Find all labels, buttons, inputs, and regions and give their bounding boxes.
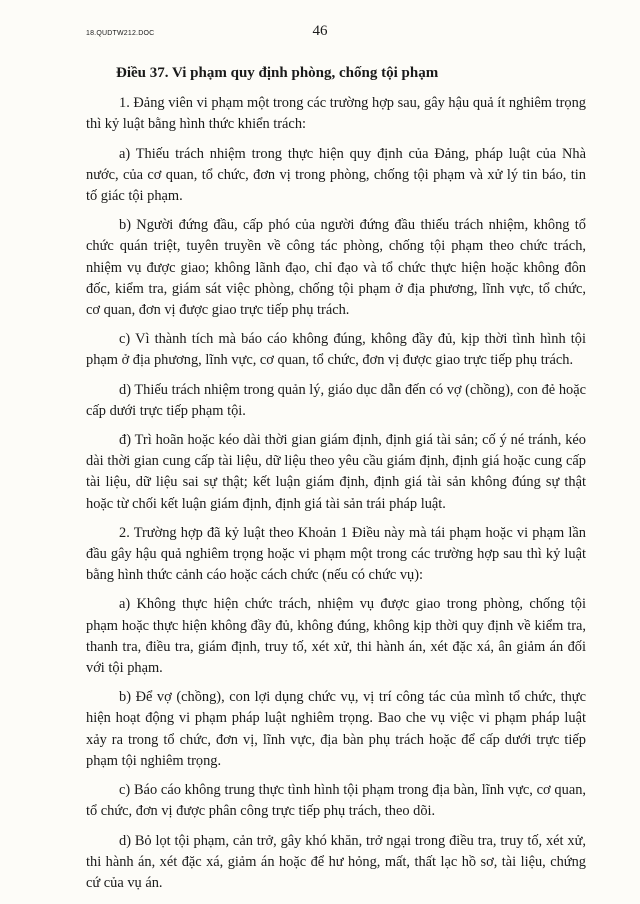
paragraph-2b: b) Để vợ (chồng), con lợi dụng chức vụ, vị trí công tác của mình tổ chức, thực hiện hoạt động vi phạm pháp luật nghiêm trọng. Bao che vụ việc vi phạm pháp luật xảy ra trong tổ chức, đơn vị, lĩnh vực, địa bàn phụ trách hoặc để cấp dưới trực tiếp phạm tội nghiêm trọng. [86, 689, 586, 769]
paragraph-2c: c) Báo cáo không trung thực tình hình tội phạm trong địa bàn, lĩnh vực, cơ quan, tổ chức, đơn vị được phân công trực tiếp phụ trách, theo dõi. [86, 782, 586, 820]
paragraph-1a: a) Thiếu trách nhiệm trong thực hiện quy định của Đảng, pháp luật của Nhà nước, của cơ quan, tổ chức, đơn vị trong phòng, chống tội phạm và xử lý tin báo, tin tố giác tội phạm. [86, 145, 586, 205]
paragraph-1b: b) Người đứng đầu, cấp phó của người đứng đầu thiếu trách nhiệm, không tổ chức quán triệt, tuyên truyền về công tác phòng, chống tội phạm theo chức trách, nhiệm vụ được giao; không lãnh đạo, chỉ đạo và tổ chức thực hiện hoặc không đôn đốc, kiểm tra, giám sát việc phòng, chống tội phạm ở địa phương, lĩnh vực, tổ chức, cơ quan, đơn vị được giao trực tiếp phụ trách. [86, 217, 586, 319]
document-filename: 18.QUDTW212.DOC [86, 30, 155, 37]
paragraph-1d: d) Thiếu trách nhiệm trong quản lý, giáo dục dẫn đến có vợ (chồng), con đẻ hoặc cấp dưới trực tiếp phạm tội. [86, 381, 586, 419]
article-title: Điều 37. Vi phạm quy định phòng, chống tội phạm [116, 65, 439, 81]
paragraph-1: 1. Đảng viên vi phạm một trong các trường hợp sau, gây hậu quả ít nghiêm trọng thì kỷ luật bằng hình thức khiển trách: [86, 95, 586, 133]
page-number: 46 [312, 23, 328, 39]
paragraph-2: 2. Trường hợp đã kỷ luật theo Khoản 1 Điều này mà tái phạm hoặc vi phạm lần đầu gây hậu quả nghiêm trọng hoặc vi phạm một trong các trường hợp sau thì kỷ luật bằng hình thức cảnh cáo hoặc cách chức (nếu có chức vụ): [86, 524, 586, 584]
paragraph-1c: c) Vì thành tích mà báo cáo không đúng, không đầy đủ, kịp thời tình hình tội phạm ở địa phương, lĩnh vực, cơ quan, tổ chức, đơn vị được giao trực tiếp phụ trách. [86, 331, 586, 369]
paragraph-1dd: đ) Trì hoãn hoặc kéo dài thời gian giám định, định giá tài sản; cố ý né tránh, kéo dài thời gian cung cấp tài liệu, dữ liệu theo yêu cầu giám định, định giá hoặc cung cấp tài liệu, dữ liệu sai sự thật; kết luận giám định, định giá tài sản không đúng sự thật hoặc từ chối kết luận giám định, định giá tài sản trái pháp luật. [86, 432, 586, 512]
article-body [86, 63, 586, 902]
paragraph-2a: a) Không thực hiện chức trách, nhiệm vụ được giao trong phòng, chống tội phạm hoặc thực hiện không đầy đủ, không đúng, không kịp thời quy định về kiểm tra, thanh tra, điều tra, giám định, truy tố, xét xử, thi hành án, xét đặc xá, ân giảm án đối với tội phạm. [86, 596, 586, 677]
paragraph-2d: d) Bỏ lọt tội phạm, cản trở, gây khó khăn, trở ngại trong điều tra, truy tố, xét xử, thi hành án, xét đặc xá, giảm án hoặc để hư hỏng, mất, thất lạc hồ sơ, tài liệu, chứng cứ của vụ án. [86, 832, 586, 891]
